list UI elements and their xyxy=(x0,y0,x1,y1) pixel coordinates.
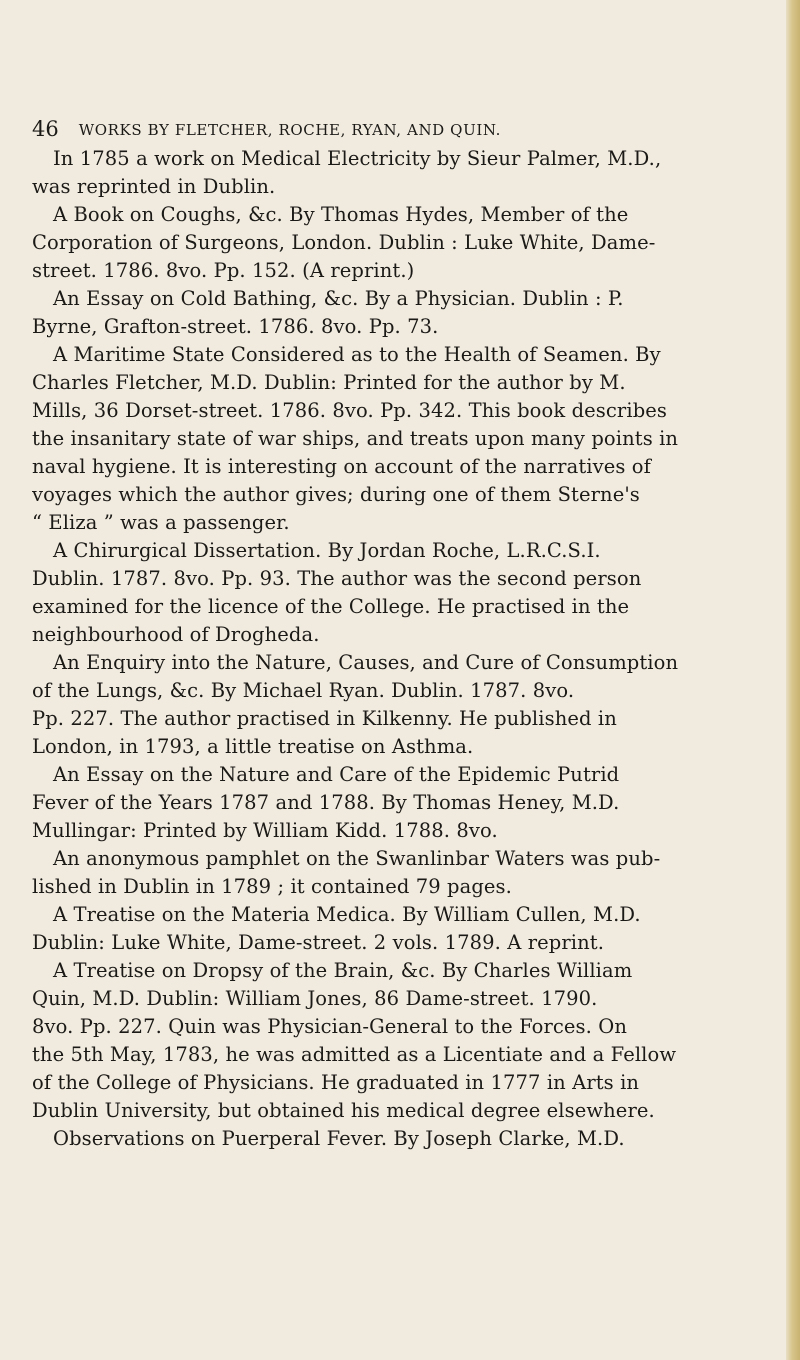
text-line: Mills, 36 Dorset-street. 1786. 8vo. Pp. 342. This book describes xyxy=(32,399,668,422)
text-line: Corporation of Surgeons, London. Dublin : Luke White, Dame- xyxy=(32,231,656,254)
text-line: voyages which the author gives; during one of them Sterne's xyxy=(32,483,640,506)
text-line: In 1785 a work on Medical Electricity by Sieur Palmer, M.D., xyxy=(53,147,662,170)
text-line: was reprinted in Dublin. xyxy=(32,175,276,198)
text-line: Pp. 227. The author practised in Kilkenny. He published in xyxy=(32,707,617,730)
text-line: A Treatise on Dropsy of the Brain, &c. By Charles William xyxy=(53,959,633,982)
running-head xyxy=(32,117,732,141)
page-number: 46 xyxy=(32,117,59,141)
text-line: London, in 1793, a little treatise on Asthma. xyxy=(32,735,474,758)
text-line: neighbourhood of Drogheda. xyxy=(32,623,320,646)
text-line: naval hygiene. It is interesting on account of the narratives of xyxy=(32,455,651,478)
text-line: Quin, M.D. Dublin: William Jones, 86 Dame-street. 1790. xyxy=(32,987,598,1010)
text-line: Byrne, Grafton-street. 1786. 8vo. Pp. 73. xyxy=(32,315,439,338)
text-line: An Essay on the Nature and Care of the Epidemic Putrid xyxy=(53,763,620,786)
text-line: lished in Dublin in 1789 ; it contained 79 pages. xyxy=(32,875,512,898)
text-line: street. 1786. 8vo. Pp. 152. (A reprint.) xyxy=(32,259,415,282)
text-line: 8vo. Pp. 227. Quin was Physician-General to the Forces. On xyxy=(32,1015,628,1038)
text-line: An Essay on Cold Bathing, &c. By a Physician. Dublin : P. xyxy=(53,287,624,310)
body-text xyxy=(32,145,784,1153)
text-line: A Book on Coughs, &c. By Thomas Hydes, Member of the xyxy=(53,203,629,226)
text-line: Observations on Puerperal Fever. By Joseph Clarke, M.D. xyxy=(53,1127,625,1150)
text-line: examined for the licence of the College. He practised in the xyxy=(32,595,630,618)
text-line: Dublin University, but obtained his medical degree elsewhere. xyxy=(32,1099,655,1122)
text-line: of the College of Physicians. He graduated in 1777 in Arts in xyxy=(32,1071,640,1094)
text-line: A Treatise on the Materia Medica. By William Cullen, M.D. xyxy=(53,903,641,926)
text-line: the insanitary state of war ships, and treats upon many points in xyxy=(32,427,679,450)
text-line: Fever of the Years 1787 and 1788. By Thomas Heney, M.D. xyxy=(32,791,620,814)
page-edge xyxy=(786,0,800,1360)
text-line: Dublin. 1787. 8vo. Pp. 93. The author was the second person xyxy=(32,567,642,590)
text-line: A Maritime State Considered as to the Health of Seamen. By xyxy=(53,343,661,366)
text-line: Dublin: Luke White, Dame-street. 2 vols. 1789. A reprint. xyxy=(32,931,605,954)
text-line: An anonymous pamphlet on the Swanlinbar Waters was pub- xyxy=(53,847,661,870)
text-line: An Enquiry into the Nature, Causes, and Cure of Consumption xyxy=(53,651,679,674)
text-line: of the Lungs, &c. By Michael Ryan. Dublin. 1787. 8vo. xyxy=(32,679,575,702)
text-line: Mullingar: Printed by William Kidd. 1788. 8vo. xyxy=(32,819,498,842)
text-line: Charles Fletcher, M.D. Dublin: Printed for the author by M. xyxy=(32,371,626,394)
text-line: “ Eliza ” was a passenger. xyxy=(32,511,290,534)
running-head-title: WORKS BY FLETCHER, ROCHE, RYAN, AND QUIN. xyxy=(78,121,501,139)
text-line: the 5th May, 1783, he was admitted as a Licentiate and a Fellow xyxy=(32,1043,677,1066)
text-line: A Chirurgical Dissertation. By Jordan Roche, L.R.C.S.I. xyxy=(53,539,601,562)
